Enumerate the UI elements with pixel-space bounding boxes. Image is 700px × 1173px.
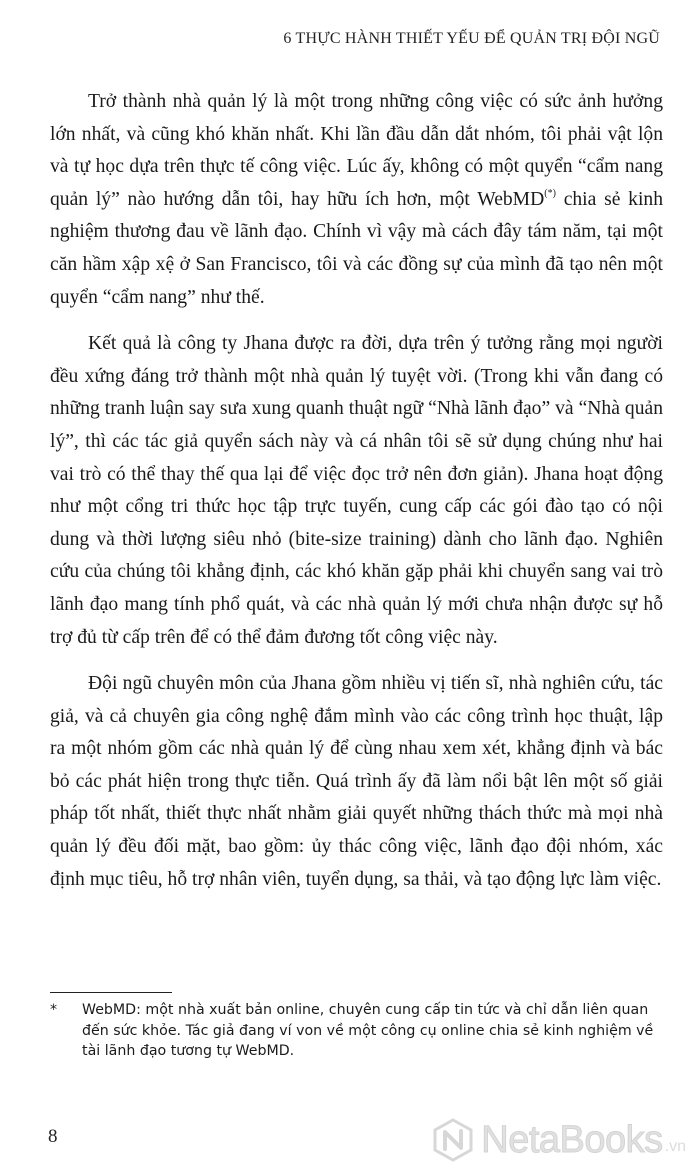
footnote-reference: (*) xyxy=(544,187,556,199)
page-number: 8 xyxy=(48,1126,58,1147)
paragraph-1 xyxy=(50,86,663,314)
paragraph-1-text-a: Trở thành nhà quản lý là một trong những công việc có sức ảnh hưởng lớn nhất, và cũng khó khăn nhất. Khi lần đầu dẫn dắt nhóm, tôi phải vật lộn và tự học dựa trên thực tế công việc. Lúc ấy, không có một quyển “cẩm nang quản lý” nào hướng dẫn tôi, hay hữu ích hơn, một WebMD xyxy=(50,91,663,210)
watermark-brand: NetaBooks xyxy=(481,1118,663,1161)
paragraph-1-text-b: chia sẻ kinh nghiệm thương đau về lãnh đạo. Chính vì vậy mà cách đây tám năm, tại một căn hầm xập xệ ở San Francisco, tôi và các đồng sự của mình đã tạo nên một quyển “cẩm nang” như thế. xyxy=(50,188,663,308)
paragraph-3: Đội ngũ chuyên môn của Jhana gồm nhiều vị tiến sĩ, nhà nghiên cứu, tác giả, và cả chuyên gia công nghệ đắm mình vào các công trình học thuật, lập ra một nhóm gồm các nhà quản lý để cùng nhau xem xét, khẳng định và bác bỏ các phát hiện trong thực tiễn. Quá trình ấy đã làm nổi bật lên một số giải pháp tốt nhất, thiết thực nhất nhằm giải quyết những thách thức mà mọi nhà quản lý đều đối mặt, bao gồm: ủy thác công việc, lãnh đạo đội nhóm, xác định mục tiêu, hỗ trợ nhân viên, tuyển dụng, sa thải, và tạo động lực làm việc. xyxy=(50,673,663,890)
main-text xyxy=(50,86,663,910)
footnote-separator xyxy=(50,992,172,993)
netabooks-logo-icon xyxy=(431,1118,475,1162)
watermark xyxy=(431,1118,686,1162)
paragraph-2: Kết quả là công ty Jhana được ra đời, dựa trên ý tưởng rằng mọi người đều xứng đáng trở thành một nhà quản lý tuyệt vời. (Trong khi vẫn đang có những tranh luận say sưa xung quanh thuật ngữ “Nhà lãnh đạo” và “Nhà quản lý”, thì các tác giả quyển sách này và cá nhân tôi sẽ sử dụng chúng như hai vai trò có thể thay thế qua lại để việc đọc trở nên đơn giản). Jhana hoạt động như một cổng tri thức học tập trực tuyến, cung cấp các gói đào tạo có nội dung và thời lượng siêu nhỏ (bite-size training) dành cho lãnh đạo. Nghiên cứu của chúng tôi khẳng định, các khó khăn gặp phải khi chuyển sang vai trò lãnh đạo mang tính phổ quát, và các nhà quản lý mới chưa nhận được sự hỗ trợ đủ từ cấp trên để có thể đảm đương tốt công việc này. xyxy=(50,333,663,648)
footnote xyxy=(50,1000,660,1062)
footnote-text: WebMD: một nhà xuất bản online, chuyên cung cấp tin tức và chỉ dẫn liên quan đến sức khỏe. Tác giả đang ví von về một công cụ online chia sẻ kinh nghiệm về tài lãnh đạo tương tự WebMD. xyxy=(82,1002,654,1059)
watermark-suffix: .vn xyxy=(664,1138,686,1155)
footnote-mark: * xyxy=(50,1002,58,1018)
running-head-title: 6 THỰC HÀNH THIẾT YẾU ĐỂ QUẢN TRỊ ĐỘI NGŨ xyxy=(283,30,660,47)
